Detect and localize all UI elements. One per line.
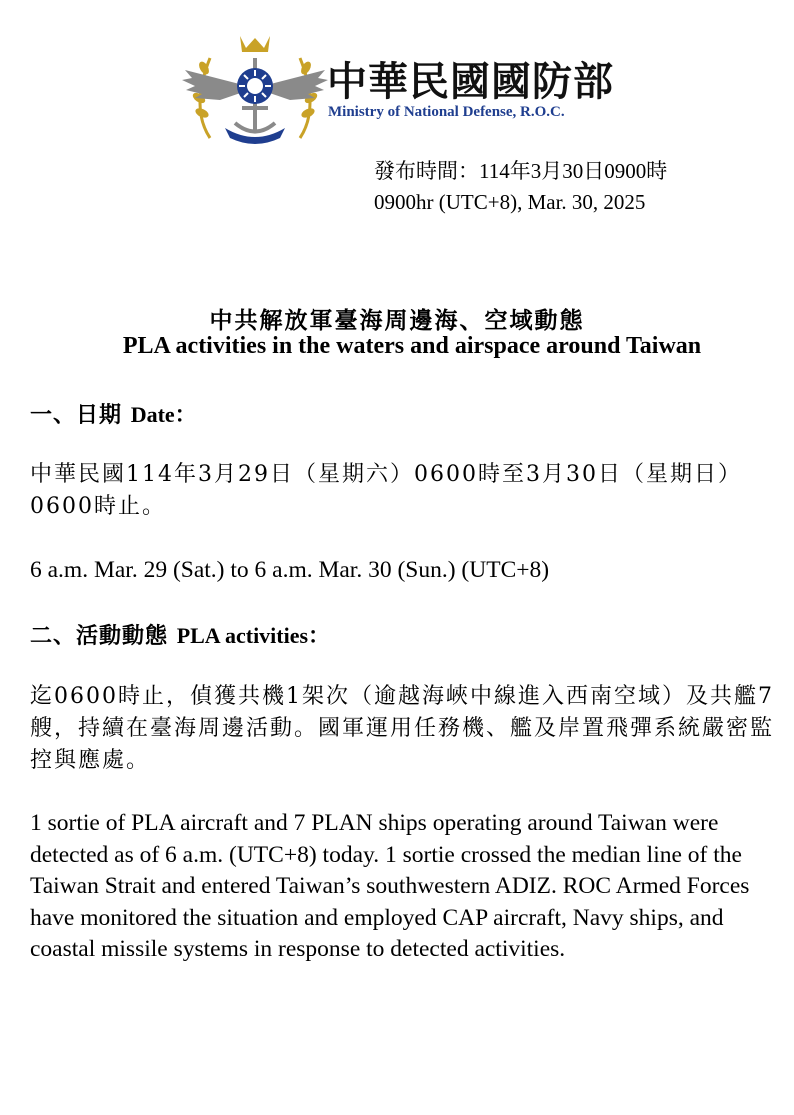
activities-body-zh: 迄0600時止，偵獲共機1架次（逾越海峽中線進入西南空域）及共艦7艘，持續在臺海周邊活動。國軍運用任務機、艦及岸置飛彈系統嚴密監控與應處。: [30, 684, 775, 773]
release-time-zh: 發布時間：114年3月30日0900時: [374, 159, 668, 183]
org-name-en: Ministry of National Defense, R.O.C.: [328, 104, 565, 120]
section-heading-date-en: Date：: [130, 402, 197, 427]
date-body-en: 6 a.m. Mar. 29 (Sat.) to 6 a.m. Mar. 30 (Sun.) (UTC+8): [30, 557, 550, 583]
letterhead: [180, 28, 640, 148]
section-heading-activities: [30, 619, 330, 650]
release-time: [374, 156, 667, 218]
section-heading-date: [30, 398, 197, 429]
release-time-en: 0900hr (UTC+8), Mar. 30, 2025: [374, 190, 646, 214]
org-name-zh: 中華民國國防部: [327, 59, 614, 105]
section-heading-date-zh: 一、日期: [30, 402, 123, 428]
section-heading-activities-zh: 二、活動動態: [30, 623, 169, 649]
page-title-en: PLA activities in the waters and airspace around Taiwan: [122, 333, 702, 359]
section-heading-activities-en: PLA activities：: [176, 623, 331, 648]
page-title-zh: 中共解放軍臺海周邊海、空域動態: [209, 307, 585, 334]
date-body-zh: 中華民國114年3月29日（星期六）0600時至3月30日（星期日）0600時止。: [30, 462, 742, 519]
activities-body-en: 1 sortie of PLA aircraft and 7 PLAN ships operating around Taiwan were detected as of 6 a.m. (UTC+8) today. 1 sortie crossed the median line of the Taiwan Strait and entered Taiwan’s southwestern ADIZ. ROC Armed Forces have monitored the situation and employed CAP aircraft, Navy ships, and coastal missile systems in response to detected activities.: [30, 810, 750, 962]
mnd-emblem-icon: [180, 28, 330, 146]
